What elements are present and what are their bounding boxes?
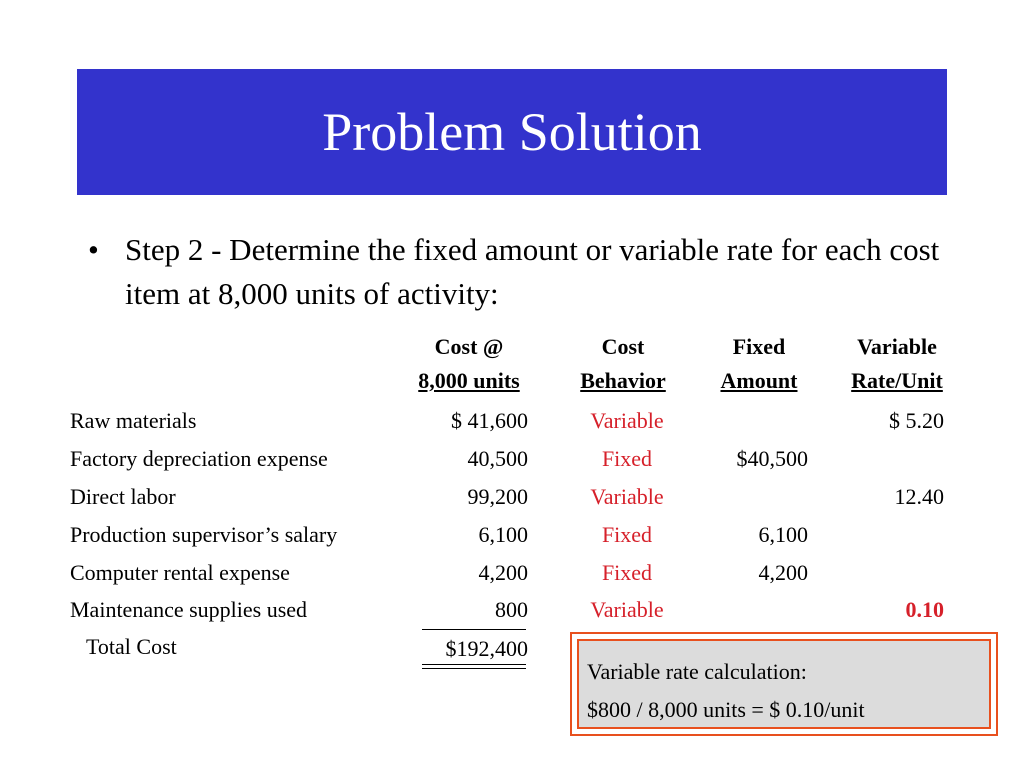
- slide-title: Problem Solution: [322, 102, 702, 162]
- row-fixed-supervisor-salary: 6,100: [758, 522, 808, 547]
- row-behavior-raw-materials: Variable: [590, 408, 664, 433]
- row-variable-direct-labor: 12.40: [894, 484, 944, 509]
- header-fixed-line1: Fixed: [732, 334, 786, 359]
- row-label-raw-materials: Raw materials: [70, 408, 197, 433]
- row-label-maintenance-supplies: Maintenance supplies used: [70, 597, 308, 622]
- bullet-marker: •: [88, 232, 99, 267]
- row-cost-direct-labor: 99,200: [467, 484, 528, 509]
- header-behavior-line1: Cost: [601, 334, 645, 359]
- header-cost: [396, 330, 542, 398]
- calculation-callout: [570, 632, 998, 736]
- row-label-factory-depreciation: Factory depreciation expense: [70, 446, 328, 471]
- header-variable: [830, 330, 964, 398]
- row-behavior-factory-depreciation: Fixed: [601, 446, 653, 471]
- calculation-callout-body: [577, 639, 991, 729]
- row-behavior-direct-labor: Variable: [590, 484, 664, 509]
- header-variable-line2: Rate/Unit: [851, 368, 943, 393]
- header-variable-line1: Variable: [857, 334, 937, 359]
- row-fixed-computer-rental: 4,200: [758, 560, 808, 585]
- row-cost-supervisor-salary: 6,100: [478, 522, 528, 547]
- header-cost-line1: Cost @: [434, 334, 504, 359]
- subtotal-rule: [422, 629, 526, 630]
- header-behavior-line2: Behavior: [580, 368, 666, 393]
- total-double-rule: [422, 664, 526, 669]
- row-behavior-supervisor-salary: Fixed: [601, 522, 653, 547]
- bullet-text: Step 2 - Determine the fixed amount or variable rate for each cost item at 8,000 units of activity:: [125, 232, 940, 311]
- header-cost-line2: 8,000 units: [418, 368, 520, 393]
- row-variable-maintenance-supplies: 0.10: [905, 597, 944, 622]
- callout-line-2: $800 / 8,000 units = $ 0.10/unit: [587, 697, 865, 722]
- header-fixed-line2: Amount: [720, 368, 798, 393]
- row-cost-computer-rental: 4,200: [478, 560, 528, 585]
- row-cost-raw-materials: $ 41,600: [451, 408, 528, 433]
- total-value: $192,400: [445, 636, 528, 661]
- row-behavior-computer-rental: Fixed: [601, 560, 653, 585]
- row-label-supervisor-salary: Production supervisor’s salary: [70, 522, 338, 547]
- row-label-direct-labor: Direct labor: [70, 484, 176, 509]
- header-behavior: [560, 330, 686, 398]
- row-cost-maintenance-supplies: 800: [495, 597, 528, 622]
- row-behavior-maintenance-supplies: Variable: [590, 597, 664, 622]
- callout-line-1: Variable rate calculation:: [587, 659, 807, 684]
- row-variable-raw-materials: $ 5.20: [889, 408, 944, 433]
- row-cost-factory-depreciation: 40,500: [467, 446, 528, 471]
- row-fixed-factory-depreciation: $40,500: [736, 446, 808, 471]
- title-bar: [77, 69, 947, 195]
- header-fixed: [704, 330, 814, 398]
- total-label: Total Cost: [86, 634, 177, 659]
- row-label-computer-rental: Computer rental expense: [70, 560, 290, 585]
